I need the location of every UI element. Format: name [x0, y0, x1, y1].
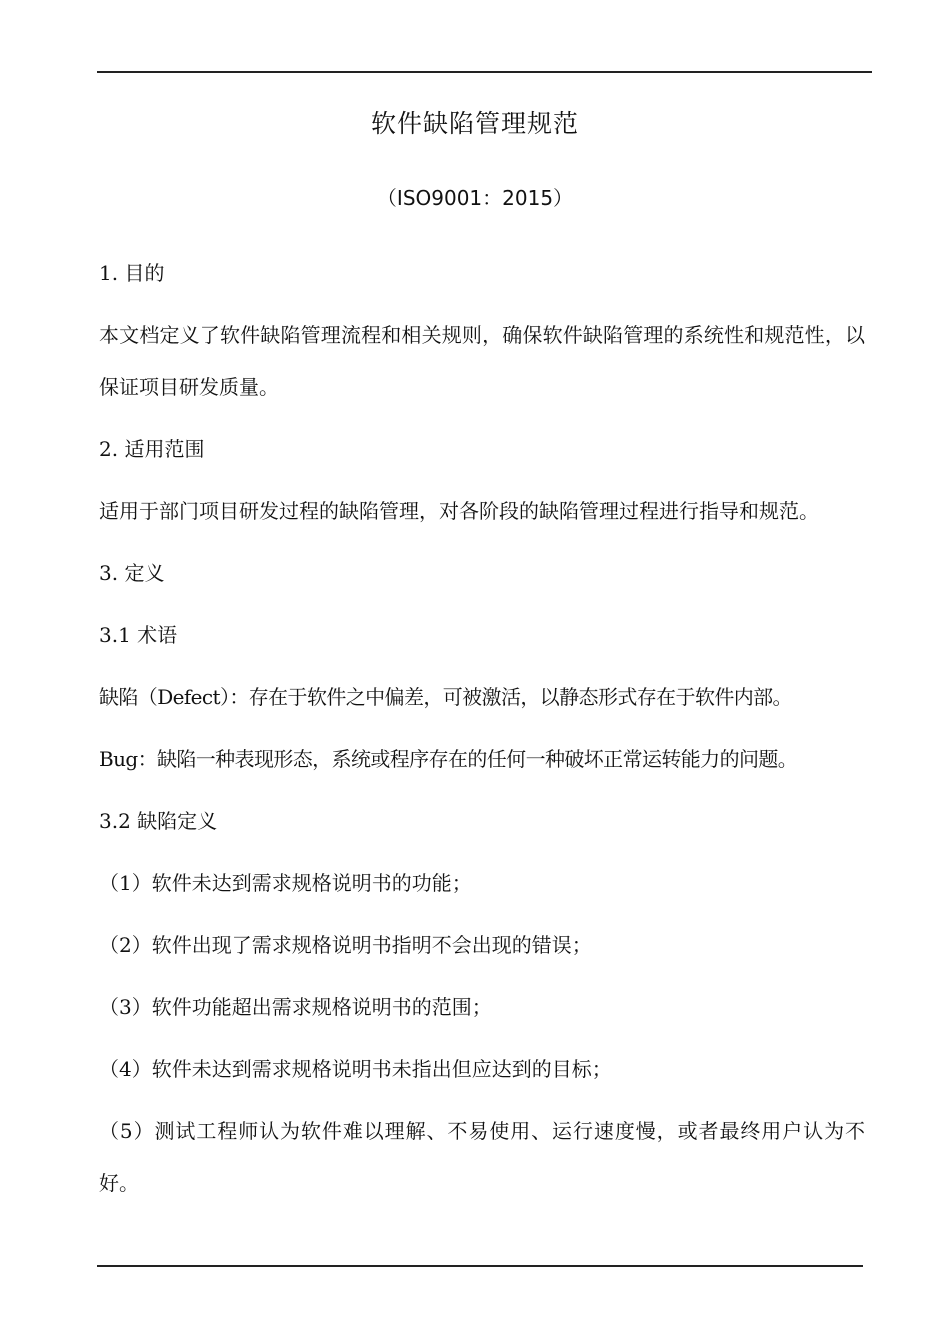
document-subtitle: （ISO9001：2015） — [376, 186, 574, 210]
list-item: （2）软件出现了需求规格说明书指明不会出现的错误； — [99, 933, 592, 957]
header-rule — [97, 71, 872, 73]
document-body — [99, 242, 865, 1214]
subsection-heading-terms: 3.1 术语 — [99, 623, 178, 647]
section-heading-definitions: 3. 定义 — [99, 561, 165, 585]
list-item: （1）软件未达到需求规格说明书的功能； — [99, 871, 472, 895]
scope-paragraph: 适用于部门项目研发过程的缺陷管理，对各阶段的缺陷管理过程进行指导和规范。 — [99, 499, 819, 523]
term-bug: Bug：缺陷一种表现形态，系统或程序存在的任何一种破坏正常运转能力的问题。 — [99, 747, 798, 771]
section-heading-purpose: 1. 目的 — [99, 261, 165, 285]
footer-rule — [97, 1265, 863, 1267]
purpose-paragraph: 本文档定义了软件缺陷管理流程和相关规则，确保软件缺陷管理的系统性和规范性，以保证项目研发质量。 — [99, 323, 865, 399]
list-item: （3）软件功能超出需求规格说明书的范围； — [99, 995, 492, 1019]
term-defect: 缺陷（Defect）：存在于软件之中偏差，可被激活，以静态形式存在于软件内部。 — [99, 685, 792, 709]
list-item: （4）软件未达到需求规格说明书未指出但应达到的目标； — [99, 1057, 612, 1081]
section-heading-scope: 2. 适用范围 — [99, 437, 205, 461]
list-item: （5）测试工程师认为软件难以理解、不易使用、运行速度慢，或者最终用户认为不好。 — [99, 1119, 865, 1195]
document-title: 软件缺陷管理规范 — [370, 109, 579, 138]
subsection-heading-defect-definition: 3.2 缺陷定义 — [99, 809, 218, 833]
